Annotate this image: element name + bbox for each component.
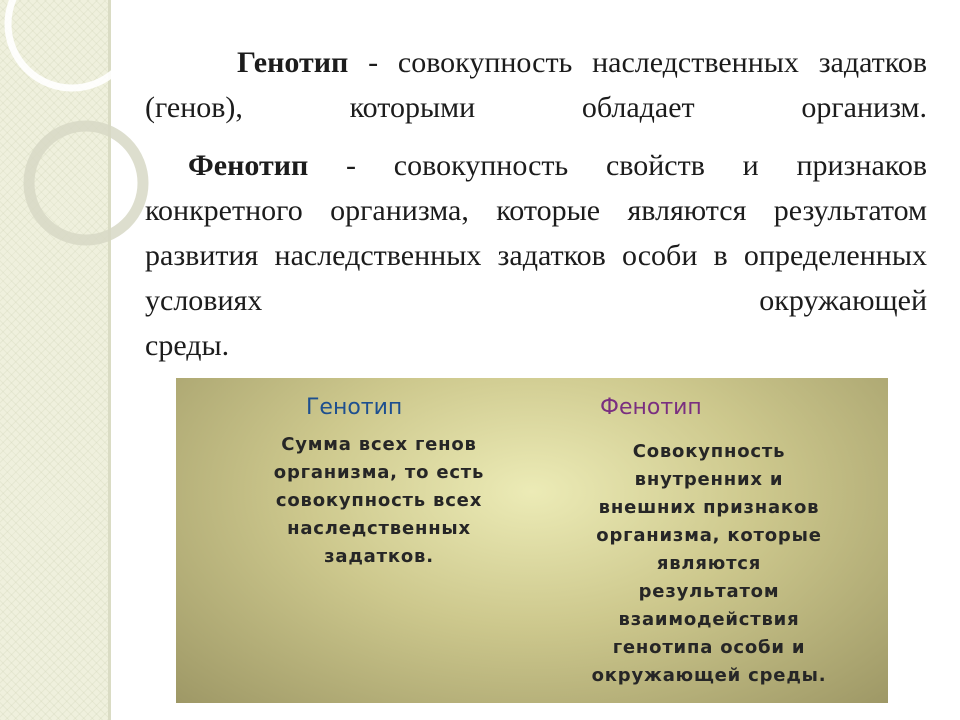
comparison-box — [176, 378, 888, 703]
genotype-line: задатков. — [324, 546, 434, 567]
genotype-line: наследственных — [287, 518, 471, 539]
genotype-line: Сумма всех генов — [281, 434, 477, 455]
genotype-line: совокупность всех — [275, 490, 483, 511]
phenotype-line: организма, которые — [596, 525, 822, 546]
phenotype-line: результатом — [638, 581, 780, 602]
phenotype-term: Фенотип — [188, 149, 309, 182]
genotype-column-text — [238, 431, 520, 571]
genotype-definition — [145, 40, 927, 130]
genotype-definition-text: - совокупность наследственных задатков (генов), которыми обладает организм. — [145, 46, 927, 124]
phenotype-line: окружающей среды. — [591, 665, 827, 686]
phenotype-line: внешних признаков — [598, 497, 820, 518]
phenotype-definition-last-line: среды. — [145, 329, 230, 362]
phenotype-definition — [145, 143, 927, 323]
genotype-line: организма, то есть — [273, 462, 485, 483]
phenotype-column-text — [568, 438, 850, 690]
phenotype-line: являются — [656, 553, 762, 574]
genotype-term: Генотип — [237, 46, 349, 79]
phenotype-definition-text: - совокупность свойств и признаков конкретного организма, которые являются результатом развития наследственных задатков особи в определенных условиях окружающей — [145, 149, 927, 317]
phenotype-line: взаимодействия — [618, 609, 800, 630]
phenotype-column-title: Фенотип — [600, 395, 702, 420]
phenotype-line: Совокупность — [632, 441, 786, 462]
phenotype-line: генотипа особи и — [612, 637, 806, 658]
genotype-column-title: Генотип — [306, 395, 403, 420]
phenotype-line: внутренних и — [634, 469, 784, 490]
